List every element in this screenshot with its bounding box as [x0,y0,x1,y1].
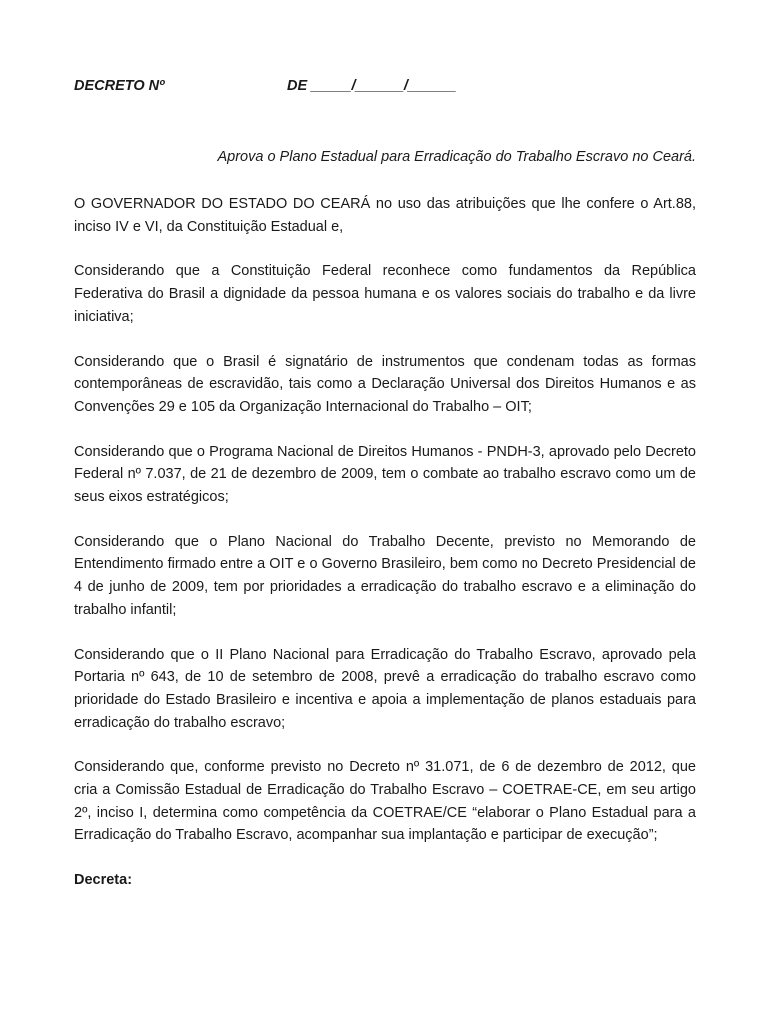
considerando-paragraph-3: Considerando que o Programa Nacional de Direitos Humanos - PNDH-3, aprovado pelo Decreto Federal nº 7.037, de 21 de dezembro de 2009, tem o combate ao trabalho escravo como um de seus eixos estratégicos; [74,443,696,506]
decree-number-label: DECRETO Nº [74,78,165,94]
considerando-paragraph-2: Considerando que o Brasil é signatário de instrumentos que condenam todas as formas contemporâneas de escravidão, tais como a Declaração Universal dos Direitos Humanos e as Convenções 29 e 105 da Organização Internacional do Trabalho – OIT; [74,353,696,415]
decree-body [74,193,696,891]
considerando-paragraph-4: Considerando que o Plano Nacional do Trabalho Decente, previsto no Memorando de Entendimento firmado entre a OIT e o Governo Brasileiro, bem como no Decreto Presidencial de 4 de junho de 2009, tem por prioridades a erradicação do trabalho escravo e a eliminação do trabalho infantil; [74,533,696,618]
decreta-heading: Decreta: [74,872,133,889]
preamble-paragraph: O GOVERNADOR DO ESTADO DO CEARÁ no uso das atribuições que lhe confere o Art.88, inciso IV e VI, da Constituição Estadual e, [74,196,696,235]
considerando-paragraph-5: Considerando que o II Plano Nacional para Erradicação do Trabalho Escravo, aprovado pela Portaria nº 643, de 10 de setembro de 2008, prevê a erradicação do trabalho escravo como prioridade do Estado Brasileiro e incentiva e apoia a implementação de planos estaduais para erradicação do trabalho escravo; [74,646,696,731]
decree-date-label: DE _____/______/______ [287,78,457,94]
considerando-paragraph-1: Considerando que a Constituição Federal reconhece como fundamentos da República Federativa do Brasil a dignidade da pessoa humana e os valores sociais do trabalho e da livre iniciativa; [74,263,696,325]
considerando-paragraph-6: Considerando que, conforme previsto no Decreto nº 31.071, de 6 de dezembro de 2012, que cria a Comissão Estadual de Erradicação do Trabalho Escravo – COETRAE-CE, em seu artigo 2º, inciso I, determina como competência da COETRAE/CE “elaborar o Plano Estadual para a Erradicação do Trabalho Escravo, acompanhar sua implantação e participar de execução”; [74,759,696,844]
decree-summary: Aprova o Plano Estadual para Erradicação do Trabalho Escravo no Ceará. [217,149,696,165]
